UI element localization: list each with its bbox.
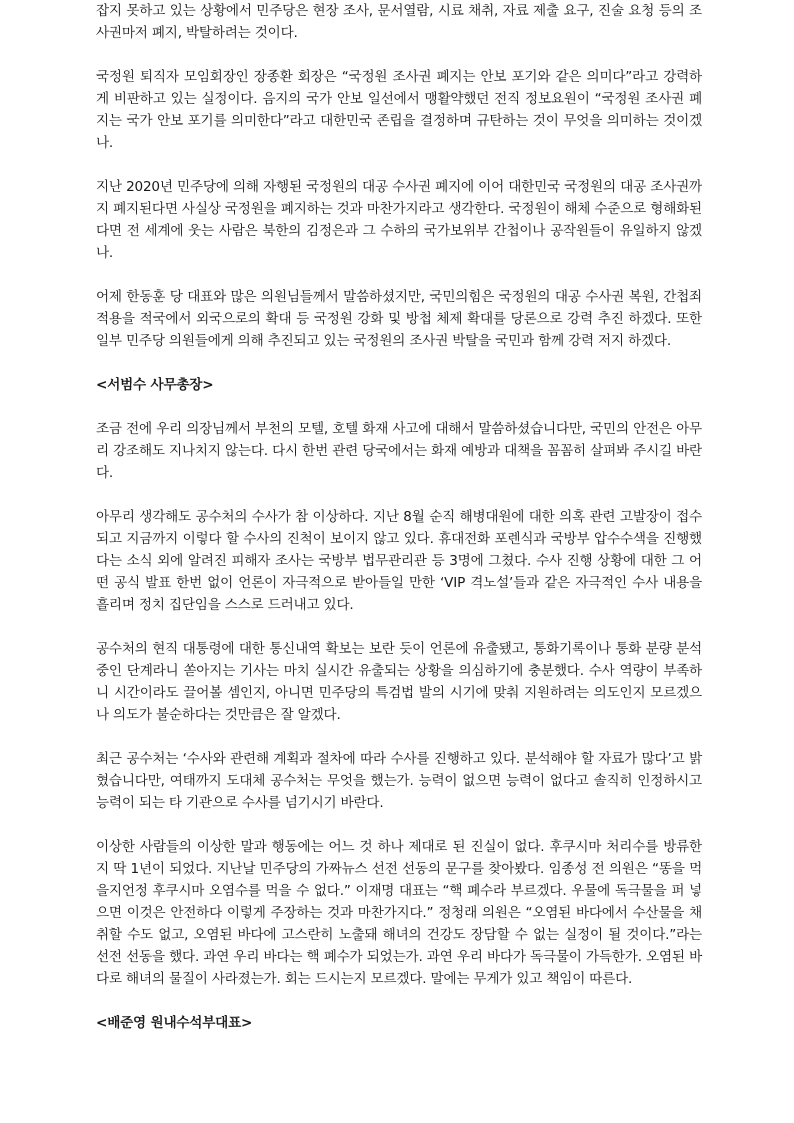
document-page: [96, 0, 702, 1056]
paragraph-fukushima: 이상한 사람들의 이상한 말과 행동에는 어느 것 하나 제대로 된 진실이 없다. 후쿠시마 처리수를 방류한 지 딱 1년이 되었다. 지난날 민주당의 가짜뉴스 선전 선동의 문구를 찾아봤다. 임종성 전 의원은 “똥을 먹을지언정 후쿠시마 오염수를 먹을 수 없다.” 이재명 대표는 “핵 폐수라 부르겠다. 우물에 독극물을 퍼 넣으면 이것은 안전하다 이렇게 주장하는 것과 마찬가지다.” 정청래 의원은 “오염된 바다에서 수산물을 채취할 수도 없고, 오염된 바다에 고스란히 노출돼 해녀의 건강도 장담할 수 없는 실정이 될 것이다.”라는 선전 선동을 했다. 과연 우리 바다는 핵 폐수가 되었는가. 과연 우리 바다가 독극물이 가득한가. 오염된 바다로 해녀의 물질이 사라졌는가. 회는 드시는지 모르겠다. 말에는 무게가 있고 책임이 따른다.: [96, 839, 702, 987]
paragraph-nis-abolition: 지난 2020년 민주당에 의해 자행된 국정원의 대공 수사권 폐지에 이어 대한민국 국정원의 대공 조사권까지 폐지된다면 사실상 국정원을 폐지하는 것과 마찬가지라고 생각한다. 국정원이 해체 수준으로 형해화된다면 전 세계에 웃는 사람은 북한의 김정은과 그 수하의 국가보위부 간첩이나 공작원들이 유일하지 않겠나.: [96, 179, 702, 261]
paragraph-investigation-rights: 잡지 못하고 있는 상황에서 민주당은 현장 조사, 문서열람, 시료 채취, 자료 제출 요구, 진술 요청 등의 조사권마저 폐지, 박탈하려는 것이다.: [96, 3, 702, 41]
paragraph-retiree-criticism: 국정원 퇴직자 모임회장인 장종환 회장은 “국정원 조사권 폐지는 안보 포기와 같은 의미다”라고 강력하게 비판하고 있는 실정이다. 음지의 국가 안보 일선에서 맹활약했던 전직 정보요원이 “국정원 조사권 폐지는 국가 안보 포기를 의미한다”라고 대한민국 존립을 결정하며 규탄하는 것이 무엇을 의미하는 것이겠나.: [96, 69, 702, 151]
paragraph-fire-safety: 조금 전에 우리 의장님께서 부천의 모텔, 호텔 화재 사고에 대해서 말씀하셨습니다만, 국민의 안전은 아무리 강조해도 지나치지 않는다. 다시 한번 관련 당국에서는 화재 예방과 대책을 꼼꼼히 살펴봐 주시길 바란다.: [96, 421, 702, 481]
speaker-heading-secretary-general: <서범수 사무총장>: [96, 377, 214, 393]
paragraph-cio-statement: 최근 공수처는 ‘수사와 관련해 계획과 절차에 따라 수사를 진행하고 있다. 분석해야 할 자료가 많다’고 밝혔습니다만, 여태까지 도대체 공수처는 무엇을 했는가. 능력이 없으면 능력이 없다고 솔직히 인정하시고 능력이 되는 타 기관으로 수사를 넘기시기 바란다.: [96, 751, 702, 811]
paragraph-party-policy: 어제 한동훈 당 대표와 많은 의원님들께서 말씀하셨지만, 국민의힘은 국정원의 대공 수사권 복원, 간첩죄 적용을 적국에서 외국으로의 확대 등 국정원 강화 및 방첩 체제 확대를 당론으로 강력 추진 하겠다. 또한 일부 민주당 의원들에게 의해 추진되고 있는 국정원의 조사권 박탈을 국민과 함께 강력 저지 하겠다.: [96, 289, 702, 349]
paragraph-communication-records: 공수처의 현직 대통령에 대한 통신내역 확보는 보란 듯이 언론에 유출됐고, 통화기록이나 통화 분량 분석 중인 단계라니 쏟아지는 기사는 마치 실시간 유출되는 상황을 의심하기에 충분했다. 수사 역량이 부족하니 시간이라도 끌어볼 셈인지, 아니면 민주당의 특검법 발의 시기에 맞춰 지원하려는 의도인지 모르겠으나 의도가 불순하다는 것만큼은 잘 알겠다.: [96, 641, 702, 723]
speaker-heading-deputy-floor-leader: <배준영 원내수석부대표>: [96, 1015, 253, 1031]
paragraph-cio-investigation: 아무리 생각해도 공수처의 수사가 참 이상하다. 지난 8월 순직 해병대원에 대한 의혹 관련 고발장이 접수되고 지금까지 이렇다 할 수사의 진척이 보이지 않고 있다. 휴대전화 포렌식과 국방부 압수수색을 진행했다는 소식 외에 알려진 피해자 조사는 국방부 법무관리관 등 3명에 그쳤다. 수사 진행 상황에 대한 그 어떤 공식 발표 한번 없이 언론이 자극적으로 받아들일 만한 ‘VIP 격노설’들과 같은 자극적인 수사 내용을 흘리며 정치 집단임을 스스로 드러내고 있다.: [96, 509, 702, 613]
